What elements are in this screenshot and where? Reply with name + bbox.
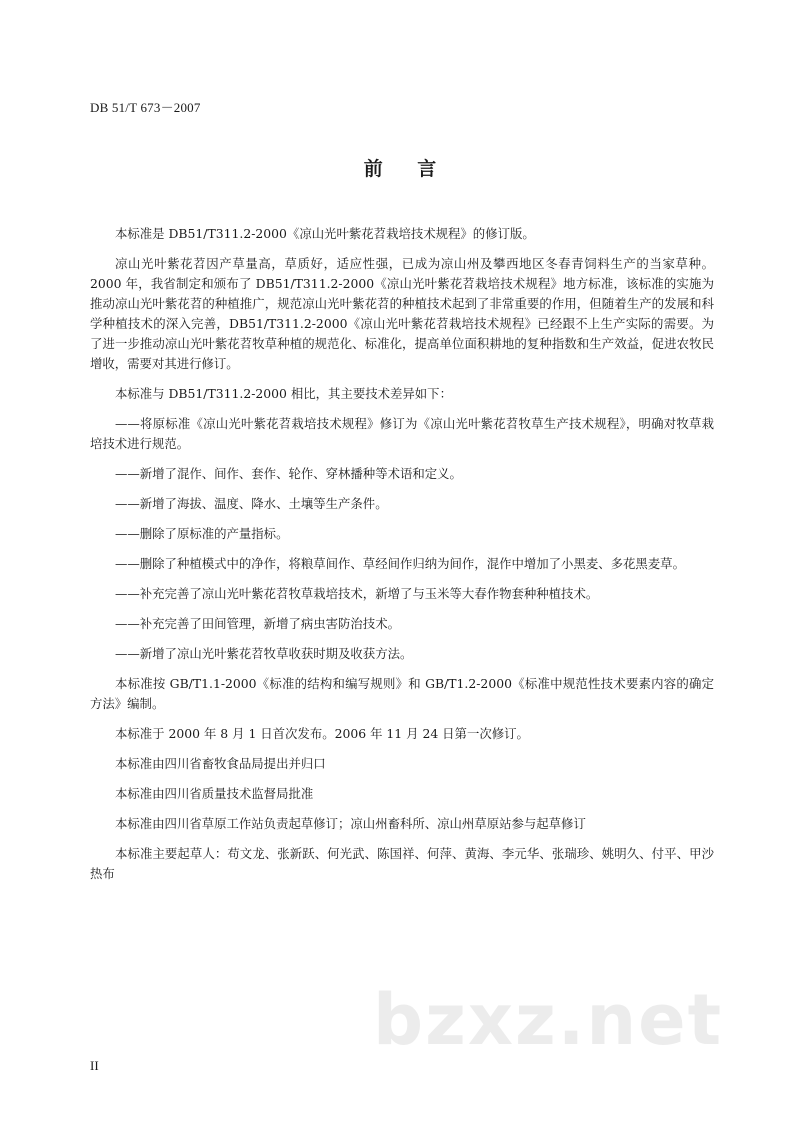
paragraph-differences-intro: 本标准与 DB51/T311.2-2000 相比，其主要技术差异如下：: [115, 386, 452, 401]
paragraph-approver: 本标准由四川省质量技术监督局批准: [115, 786, 314, 801]
list-item-difference: ——将原标准《凉山光叶紫花苕栽培技术规程》修订为《凉山光叶紫花苕牧草生产技术规程》，明确对牧草栽培技术进行规范。: [90, 416, 714, 451]
page-number: II: [90, 1058, 99, 1073]
watermark: bzxz.net: [373, 979, 724, 1061]
standard-code: DB 51/T 673－2007: [90, 100, 201, 115]
list-item-difference: ——新增了混作、间作、套作、轮作、穿林播种等术语和定义。: [115, 466, 462, 481]
paragraph-drafters: 本标准主要起草人：苟文龙、张新跃、何光武、陈国祥、何萍、黄海、李元华、张瑞珍、姚明久、付平、甲沙热布: [90, 846, 714, 881]
list-item-difference: ——补充完善了田间管理，新增了病虫害防治技术。: [115, 616, 400, 631]
list-item-difference: ——删除了原标准的产量指标。: [115, 526, 289, 541]
list-item-difference: ——补充完善了凉山光叶紫花苕牧草栽培技术，新增了与玉米等大春作物套种种植技术。: [115, 586, 599, 601]
list-item-difference: ——新增了凉山光叶紫花苕牧草收获时期及收获方法。: [115, 646, 413, 661]
paragraph-background: 凉山光叶紫花苕因产草量高，草质好，适应性强，已成为凉山州及攀西地区冬春青饲料生产的当家草种。2000 年，我省制定和颁布了 DB51/T311.2-2000《凉山光叶紫花苕栽培技术规程》地方标准，该标准的实施为推动凉山光叶紫花苕的种植推广，规范凉山光叶紫花苕的种植技术起到了非常重要的作用，但随着生产的发展和科学种植技术的深入完善，DB51/T311.2-2000《凉山光叶紫花苕栽培技术规程》已经跟不上生产实际的需要。为了进一步推动凉山光叶紫花苕牧草种植的规范化、标准化，提高单位面积耕地的复种指数和生产效益，促进农牧民增收，需要对其进行修订。: [90, 256, 714, 371]
paragraph-release-history: 本标准于 2000 年 8 月 1 日首次发布。2006 年 11 月 24 日第一次修订。: [115, 726, 529, 741]
page-title: 前 言: [363, 158, 451, 180]
list-item-difference: ——新增了海拔、温度、降水、土壤等生产条件。: [115, 496, 388, 511]
foreword-body: [90, 224, 714, 894]
paragraph-revision-note: 本标准是 DB51/T311.2-2000《凉山光叶紫花苕栽培技术规程》的修订版。: [115, 226, 535, 241]
paragraph-drafting-units: 本标准由四川省草原工作站负责起草修订；凉山州畜科所、凉山州草原站参与起草修订: [115, 816, 586, 831]
list-item-difference: ——删除了种植模式中的净作，将粮草间作、草经间作归纳为间作，混作中增加了小黑麦、多花黑麦草。: [115, 556, 685, 571]
paragraph-proposer: 本标准由四川省畜牧食品局提出并归口: [115, 756, 326, 771]
paragraph-drafting-basis: 本标准按 GB/T1.1-2000《标准的结构和编写规则》和 GB/T1.2-2000《标准中规范性技术要素内容的确定方法》编制。: [90, 676, 714, 711]
